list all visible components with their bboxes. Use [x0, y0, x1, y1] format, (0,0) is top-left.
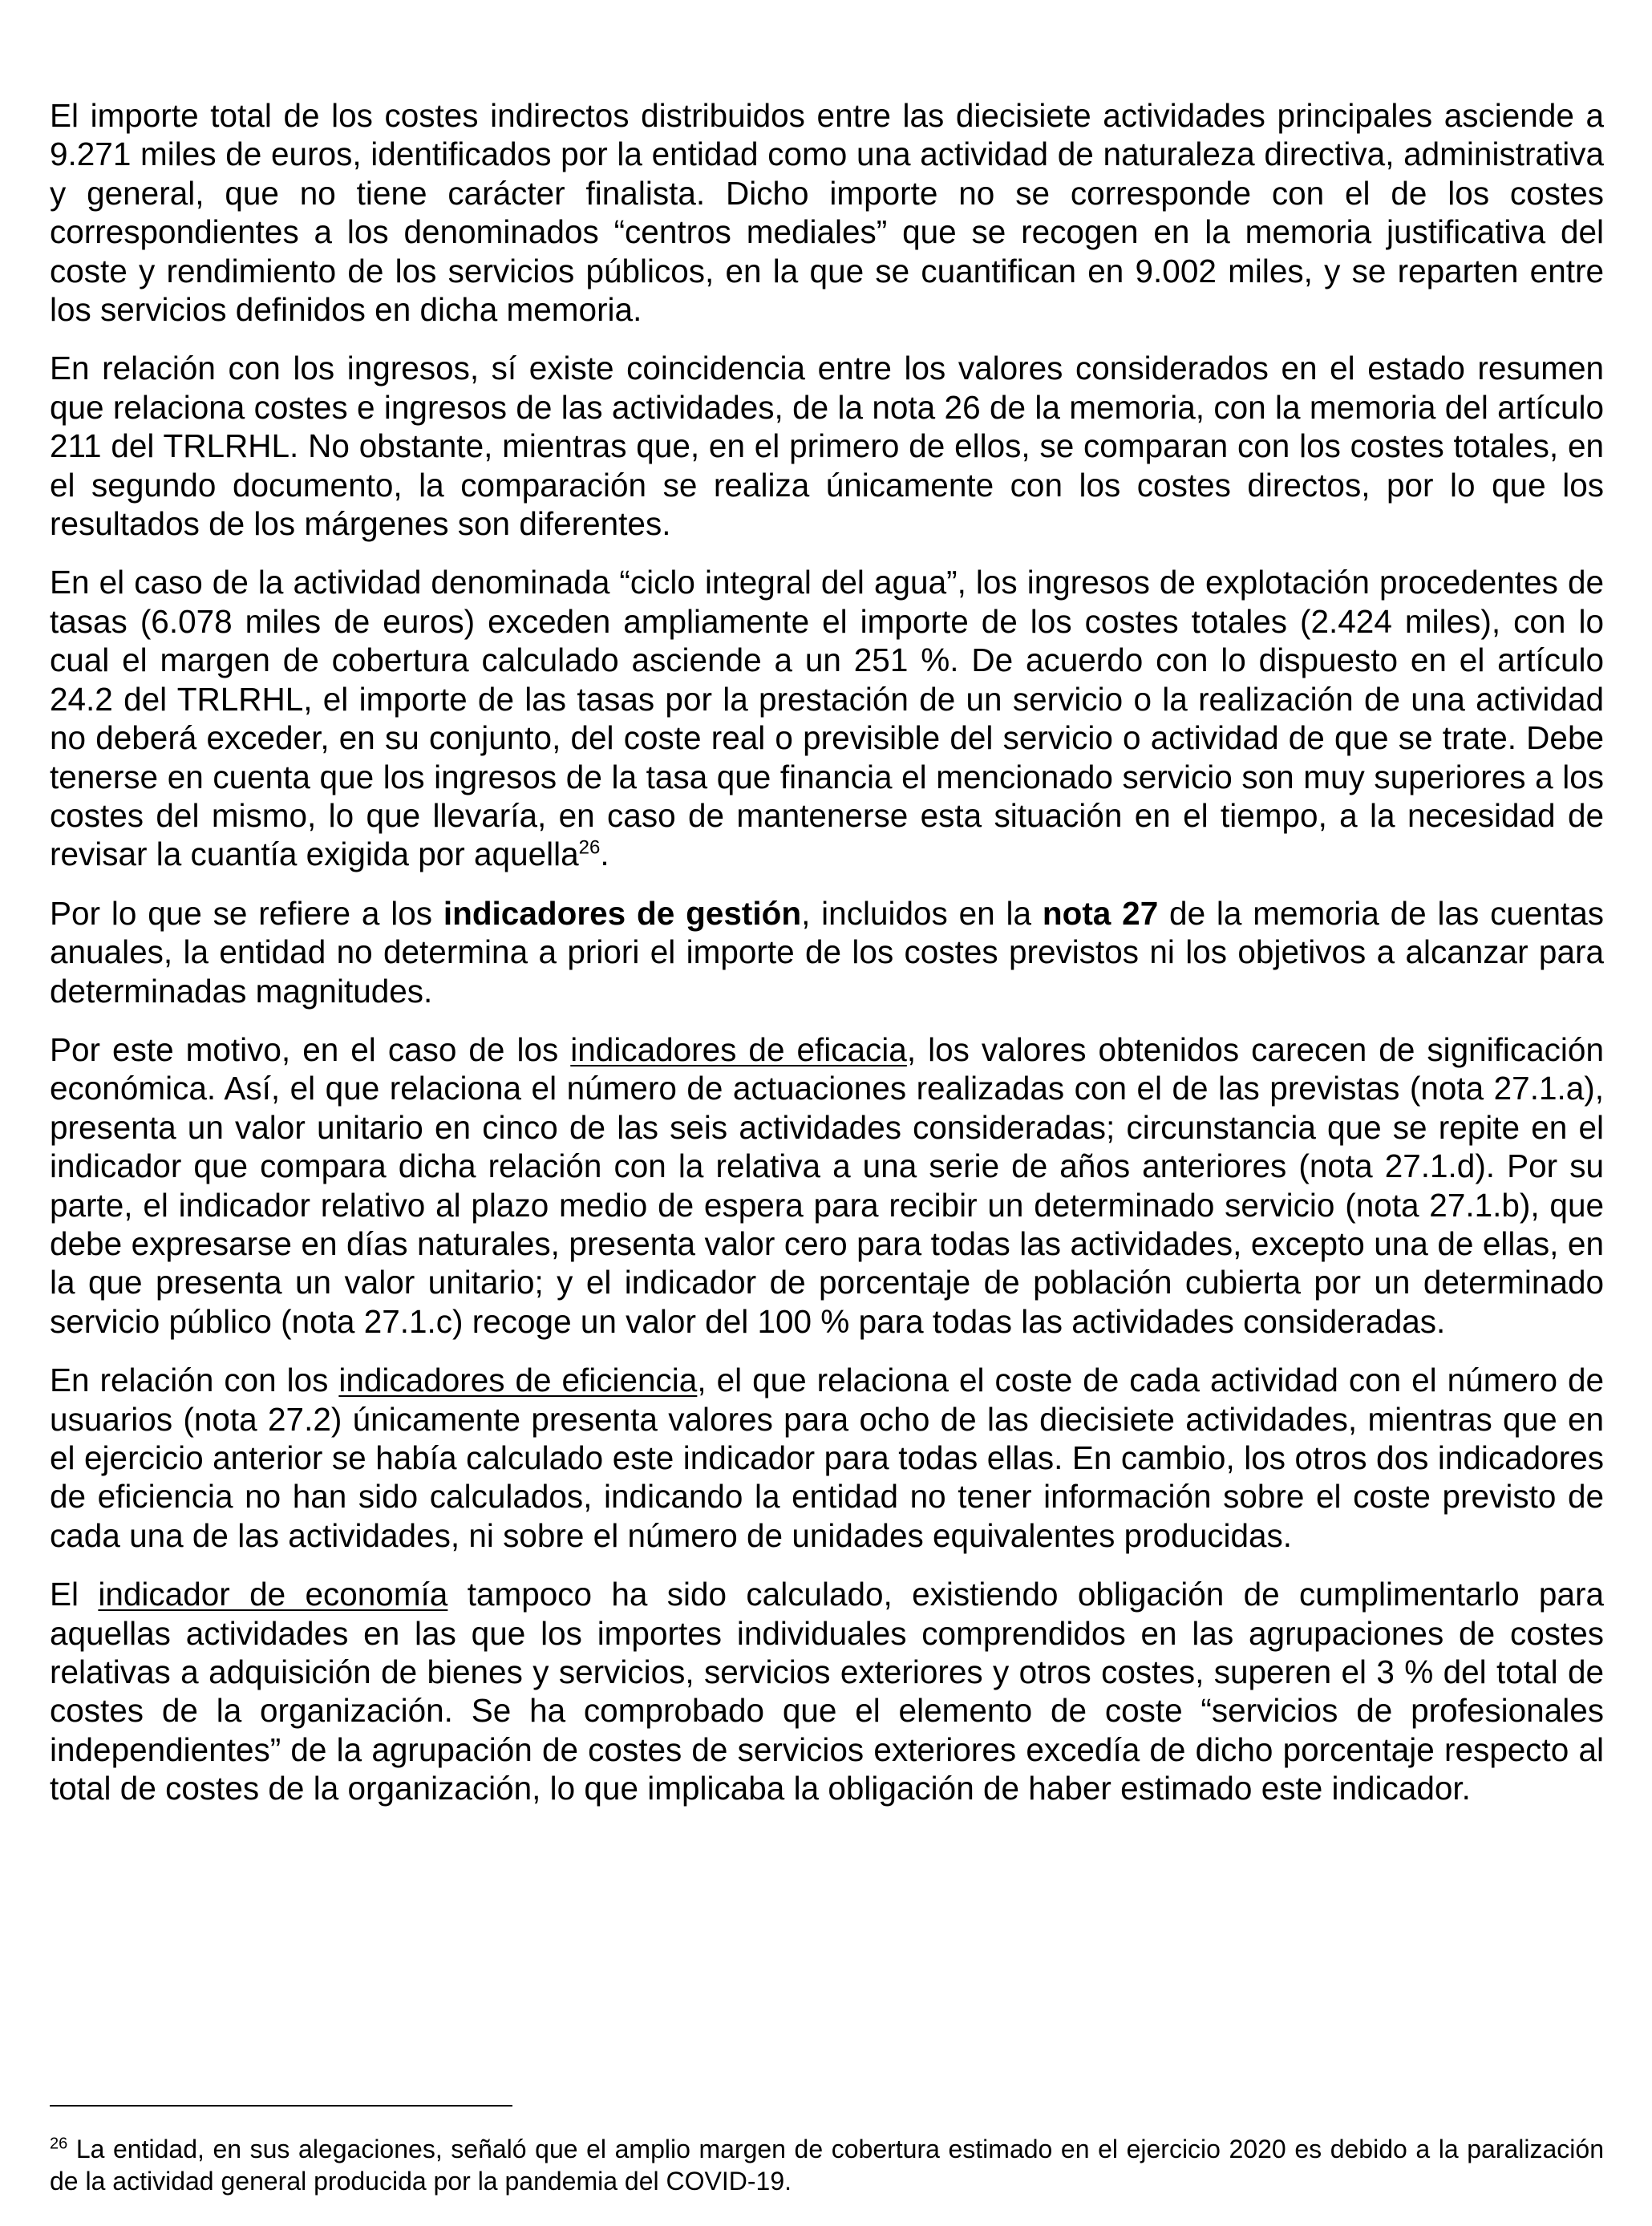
text-run: , el que relaciona el coste de cada actividad con el número de usuarios (nota 27.2) únicamente presenta valores para ocho de las diecisiete actividades, mientras que en el ejercicio anterior se había calculado este indicador para todas ellas. En cambio, los otros dos indicadores de eficiencia no han sido calculados, indicando la entidad no tener información sobre el coste previsto de cada una de las actividades, ni sobre el número de unidades equivalentes producidas.	[50, 1362, 1605, 1554]
footnote	[50, 2133, 1604, 2197]
footnote-separator	[50, 2105, 512, 2107]
paragraph-indirect-costs	[50, 96, 1604, 329]
paragraph-management-indicators	[50, 894, 1604, 1010]
paragraph-economy-indicator	[50, 1575, 1604, 1807]
text-run: Por lo que se refiere a los	[50, 894, 443, 932]
body-text	[50, 96, 1604, 1828]
text-run: Por este motivo, en el caso de los	[50, 1030, 571, 1068]
text-run: El	[50, 1576, 99, 1613]
paragraph-text: El importe total de los costes indirectos distribuidos entre las diecisiete actividades principales asciende a 9.271 miles de euros, identificados por la entidad como una actividad de naturaleza directiva, administrativa y general, que no tiene carácter finalista. Dicho importe no se corresponde con el de los costes correspondientes a los denominados “centros mediales” que se recogen en la memoria justificativa del coste y rendimiento de los servicios públicos, en la que se cuantifican en 9.002 miles, y se reparten entre los servicios definidos en dicha memoria.	[50, 97, 1604, 329]
underlined-term-eficiencia: indicadores de eficiencia	[338, 1362, 698, 1399]
paragraph-text: En relación con los ingresos, sí existe coincidencia entre los valores considerados en el estado resumen que relaciona costes e ingresos de las actividades, de la nota 26 de la memoria, con la memoria del artículo 211 del TRLRHL. No obstante, mientras que, en el primero de ellos, se comparan con los costes totales, en el segundo documento, la comparación se realiza únicamente con los costes directos, por lo que los resultados de los márgenes son diferentes.	[50, 350, 1604, 543]
bold-term-nota-27: nota 27	[1042, 894, 1159, 932]
paragraph-efficiency-indicators	[50, 1361, 1604, 1555]
text-run: En relación con los	[50, 1362, 339, 1399]
text-run: , incluidos en la	[801, 894, 1043, 932]
paragraph-water-cycle	[50, 563, 1604, 873]
text-run: tampoco ha sido calculado, existiendo obligación de cumplimentarlo para aquellas actividades en las que los importes individuales comprendidos en las agrupaciones de costes relativas a adquisición de bienes y servicios, servicios exteriores y otros costes, superen el 3 % del total de costes de la organización. Se ha comprobado que el elemento de coste “servicios de profesionales independientes” de la agrupación de costes de servicios exteriores excedía de dicho porcentaje respecto al total de costes de la organización, lo que implicaba la obligación de haber estimado este indicador.	[50, 1576, 1604, 1807]
paragraph-income	[50, 349, 1604, 543]
footnote-number: 26	[50, 2135, 68, 2153]
underlined-term-eficacia: indicadores de eficacia	[570, 1030, 907, 1068]
footnote-reference[interactable]: 26	[578, 836, 601, 859]
underlined-term-economia: indicador de economía	[98, 1576, 448, 1613]
text-run: de la memoria de las cuentas anuales, la entidad no determina a priori el importe de los costes previstos ni los objetivos a alcanzar para determinadas magnitudes.	[50, 894, 1604, 1010]
paragraph-end: .	[600, 836, 609, 873]
footnote-text: La entidad, en sus alegaciones, señaló que el amplio margen de cobertura estimado en el ejercicio 2020 es debido a la paralización de la actividad general producida por la pandemia del COVID-19.	[50, 2135, 1604, 2196]
paragraph-text: En el caso de la actividad denominada “ciclo integral del agua”, los ingresos de explotación procedentes de tasas (6.078 miles de euros) exceden ampliamente el importe de los costes totales (2.424 miles), con lo cual el margen de cobertura calculado asciende a un 251 %. De acuerdo con lo dispuesto en el artículo 24.2 del TRLRHL, el importe de las tasas por la prestación de un servicio o la realización de una actividad no deberá exceder, en su conjunto, del coste real o previsible del servicio o actividad de que se trate. Debe tenerse en cuenta que los ingresos de la tasa que financia el mencionado servicio son muy superiores a los costes del mismo, lo que llevaría, en caso de mantenerse esta situación en el tiempo, a la necesidad de revisar la cuantía exigida por aquella	[50, 564, 1604, 873]
bold-term-indicadores-gestion: indicadores de gestión	[443, 894, 802, 932]
paragraph-efficacy-indicators	[50, 1030, 1604, 1341]
text-run: , los valores obtenidos carecen de significación económica. Así, el que relaciona el número de actuaciones realizadas con el de las previstas (nota 27.1.a), presenta un valor unitario en cinco de las seis actividades consideradas; circunstancia que se repite en el indicador que compara dicha relación con la relativa a una serie de años anteriores (nota 27.1.d). Por su parte, el indicador relativo al plazo medio de espera para recibir un determinado servicio (nota 27.1.b), que debe expresarse en días naturales, presenta valor cero para todas las actividades, excepto una de ellas, en la que presenta un valor unitario; y el indicador de porcentaje de población cubierta por un determinado servicio público (nota 27.1.c) recoge un valor del 100 % para todas las actividades consideradas.	[50, 1030, 1604, 1340]
